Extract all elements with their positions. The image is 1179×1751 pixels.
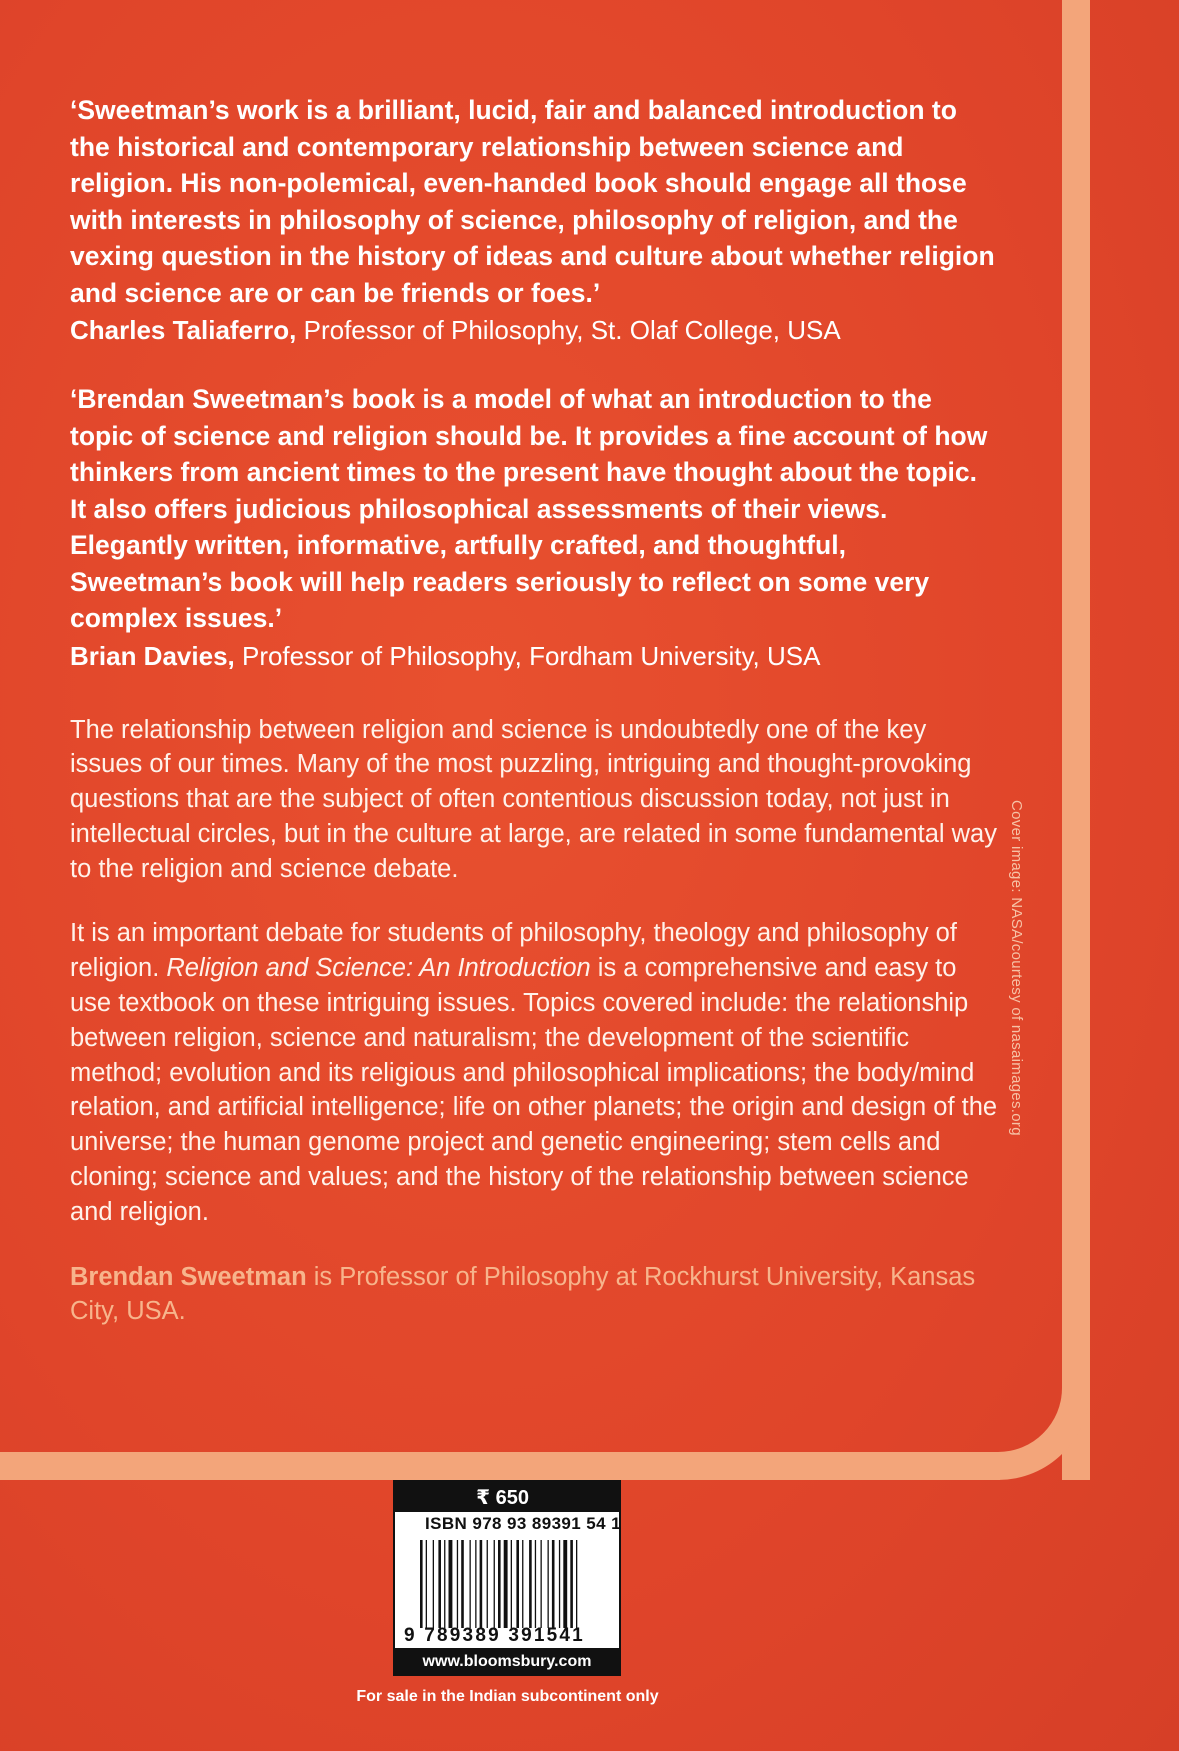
barcode-bar: [420, 1540, 423, 1628]
endorsement-attribution: [70, 639, 1000, 673]
barcode-bar: [498, 1540, 501, 1628]
barcode-bar: [522, 1540, 523, 1628]
isbn-label: ISBN 978 93 89391 54 1: [425, 1514, 621, 1533]
barcode-bar: [461, 1540, 464, 1628]
endorser-name: Brian Davies,: [70, 640, 235, 671]
price-label: ₹ 650: [393, 1482, 621, 1512]
description-paragraph-2: [70, 916, 1000, 1229]
cover-text: [70, 92, 1000, 1328]
sale-note: For sale in the Indian subcontinent only: [356, 1688, 659, 1705]
description-rest: is a comprehensive and easy to use textbook on these intriguing issues. Topics covered include: the relationship between religion, science and naturalism; the development of the scientific method; evolution and its religious and philosophical implications; the body/mind relation, and artificial intelligence; life on other planets; the origin and design of the universe; the human genome project and genetic engineering; stem cells and cloning; science and values; and the history of the relationship between science and religion.: [70, 954, 998, 1226]
author-bio: [70, 1260, 1000, 1328]
barcode-bar: [529, 1540, 532, 1628]
endorser-role: Professor of Philosophy, St. Olaf College, USA: [296, 315, 841, 345]
barcode-bar: [576, 1540, 577, 1628]
barcode-bar: [438, 1540, 441, 1628]
barcode-bar: [487, 1540, 488, 1628]
barcode-bar: [494, 1540, 495, 1628]
endorsement-2: [70, 381, 1000, 673]
barcode-bar: [475, 1540, 476, 1628]
barcode-bar: [548, 1540, 549, 1628]
barcode-bar: [541, 1540, 542, 1628]
barcode-bar: [470, 1540, 471, 1628]
barcode-bar: [449, 1540, 453, 1628]
cover-image-credit: Cover image: NASA/courtesy of nasaimages.org: [1008, 800, 1025, 1136]
endorsement-quote: ‘Sweetman’s work is a brilliant, lucid, fair and balanced introduction to the historical and contemporary relationship between science and religion. His non-polemical, even-handed book should engage all those with interests in philosophy of science, philosophy of religion, and the vexing question in the history of ideas and culture about whether religion and science are or can be friends or foes.’: [70, 95, 995, 308]
endorser-name: Charles Taliaferro,: [70, 315, 297, 345]
barcode-bar: [426, 1540, 427, 1628]
endorser-role: Professor of Philosophy, Fordham University, USA: [234, 640, 821, 671]
barcode-bar: [511, 1540, 512, 1628]
barcode-bar: [433, 1540, 434, 1628]
author-bio-text: is Professor of Philosophy at Rockhurst University, Kansas City, USA.: [70, 1262, 976, 1325]
barcode-digits: 9 789389 391541: [404, 1625, 585, 1646]
frame-band-horizontal: [0, 1452, 1000, 1480]
endorsement-quote: ‘Brendan Sweetman’s book is a model of what an introduction to the topic of science and religion should be. It provides a fine account of how thinkers from ancient times to the present have thought about the topic. It also offers judicious philosophical assessments of their views. Elegantly written, informative, artfully crafted, and thoughtful, Sweetman’s book will help readers seriously to reflect on some very complex issues.’: [70, 384, 988, 633]
description-paragraph-1: The relationship between religion and science is undoubtedly one of the key issues of our times. Many of the most puzzling, intriguing and thought-provoking questions that are the subject of often contentious discussion today, not just in intellectual circles, but in the culture at large, are related in some fundamental way to the religion and science debate.: [70, 715, 997, 883]
barcode-bar: [444, 1540, 445, 1628]
barcode-bar: [504, 1540, 508, 1628]
barcode-bar: [552, 1540, 555, 1628]
barcode-bar: [559, 1540, 560, 1628]
endorsement-1: [70, 92, 1000, 347]
barcode-bar: [563, 1540, 567, 1628]
book-title: Religion and Science: An Introduction: [166, 954, 591, 983]
barcode-bar: [516, 1540, 519, 1628]
publisher-url: www.bloomsbury.com: [393, 1648, 621, 1676]
endorsement-attribution: [70, 313, 1000, 347]
description-intro: It is an important debate for students of philosophy, theology and philosophy of religion.: [70, 919, 957, 983]
barcode-bar: [570, 1540, 573, 1628]
barcode-bar: [535, 1540, 536, 1628]
barcode-bar: [457, 1540, 458, 1628]
barcode-icon: [418, 1540, 618, 1628]
frame-band-vertical: [1062, 0, 1090, 1480]
author-name: Brendan Sweetman: [70, 1262, 307, 1291]
barcode-bar: [480, 1540, 483, 1628]
